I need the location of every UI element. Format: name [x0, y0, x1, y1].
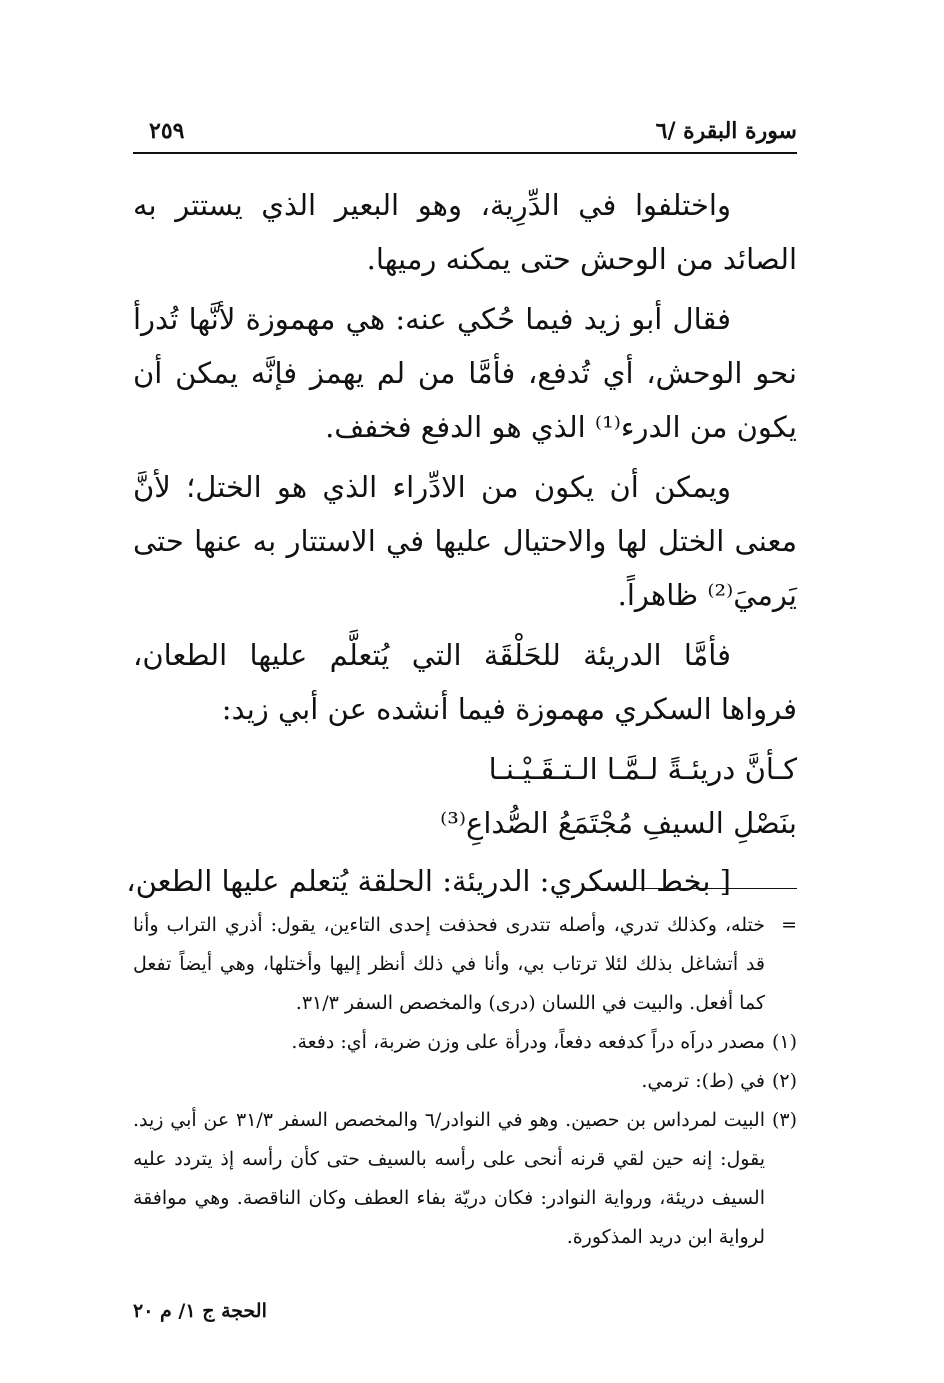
poem-verse-line-2: بنَصْلِ السيفِ مُجْتَمَعُ الصُّداعِ⁽³⁾	[440, 806, 797, 840]
footnote-1-text: مصدر دراَه دراً كدفعه دفعاً، ودرأة على وزن ضربة، أي: دفعة.	[291, 1031, 765, 1053]
footnote-continuation-text: ختله، وكذلك تدري، وأصله تتدرى فحذفت إحدى التاءين، يقول: أذري التراب وأنا قد أتشاغل بذلك لئلا ترتاب بي، وأنا في ذلك أنظر إليها وأختلها، وهي أيضاً تفعل كما أفعل. والبيت في اللسان (درى) والمخصص السفر ٣١/٣.	[133, 914, 765, 1014]
printer-signature: الحجة ج ١/ م ٢٠	[133, 1300, 267, 1322]
header-divider	[133, 152, 797, 154]
paragraph-2: فقال أبو زيد فيما حُكي عنه: هي مهموزة لأنَّها تُدرأ نحو الوحش، أي تُدفع، فأمَّا من لم يهمز فإنَّه يمكن أن يكون من الدرء⁽¹⁾ الذي هو الدفع فخفف.	[133, 302, 797, 444]
footnote-2	[133, 1062, 797, 1101]
main-text	[126, 178, 797, 937]
footnote-divider	[590, 888, 797, 889]
page-header	[133, 118, 797, 150]
footnote-3-marker: (٣)	[771, 1109, 797, 1131]
footnote-1-marker: (١)	[771, 1031, 797, 1053]
poem-verse-line-1: كـأنَّ دريئـةً لـمَّـا الـتـقَـيْـنـا	[488, 752, 797, 786]
paragraph-4: فأمَّا الدريئة للحَلْقَة التي يُتعلَّم عليها الطعان، فرواها السكري مهموزة فيما أنشده عن أبي زيد:	[133, 638, 797, 726]
footnote-continuation-marker: =	[781, 914, 797, 936]
footnote-3	[133, 1101, 797, 1257]
footnotes	[133, 906, 797, 1257]
footnote-continuation	[133, 906, 797, 1023]
page-number: ٢٥٩	[149, 118, 185, 144]
paragraph-5: [ بخط السكري: الدريئة: الحلقة يُتعلم عليها الطعن،	[126, 864, 731, 898]
footnote-1	[133, 1023, 797, 1062]
surah-title: سورة البقرة /٦	[655, 118, 797, 144]
footnote-3-text: البيت لمرداس بن حصين. وهو في النوادر/٦ والمخصص السفر ٣١/٣ عن أبي زيد. يقول: إنه حين لقي قرنه أنحى على رأسه بالسيف حتى كأن رأسه إذ يتردد عليه السيف دريئة، ورواية النوادر: فكان دريّة بفاء العطف وكان الناقصة. وهي موافقة لرواية ابن دريد المذكورة.	[133, 1109, 765, 1248]
footnote-2-text: في (ط): ترمي.	[641, 1070, 765, 1092]
footnote-2-marker: (٢)	[771, 1070, 797, 1092]
paragraph-3: ويمكن أن يكون من الادِّراء الذي هو الختل؛ لأنَّ معنى الختل لها والاحتيال عليها في الاستتار به عنها حتى يَرميَ⁽²⁾ ظاهراً.	[133, 470, 797, 612]
paragraph-1: واختلفوا في الدِّرِية، وهو البعير الذي يستتر به الصائد من الوحش حتى يمكنه رميها.	[133, 188, 797, 276]
